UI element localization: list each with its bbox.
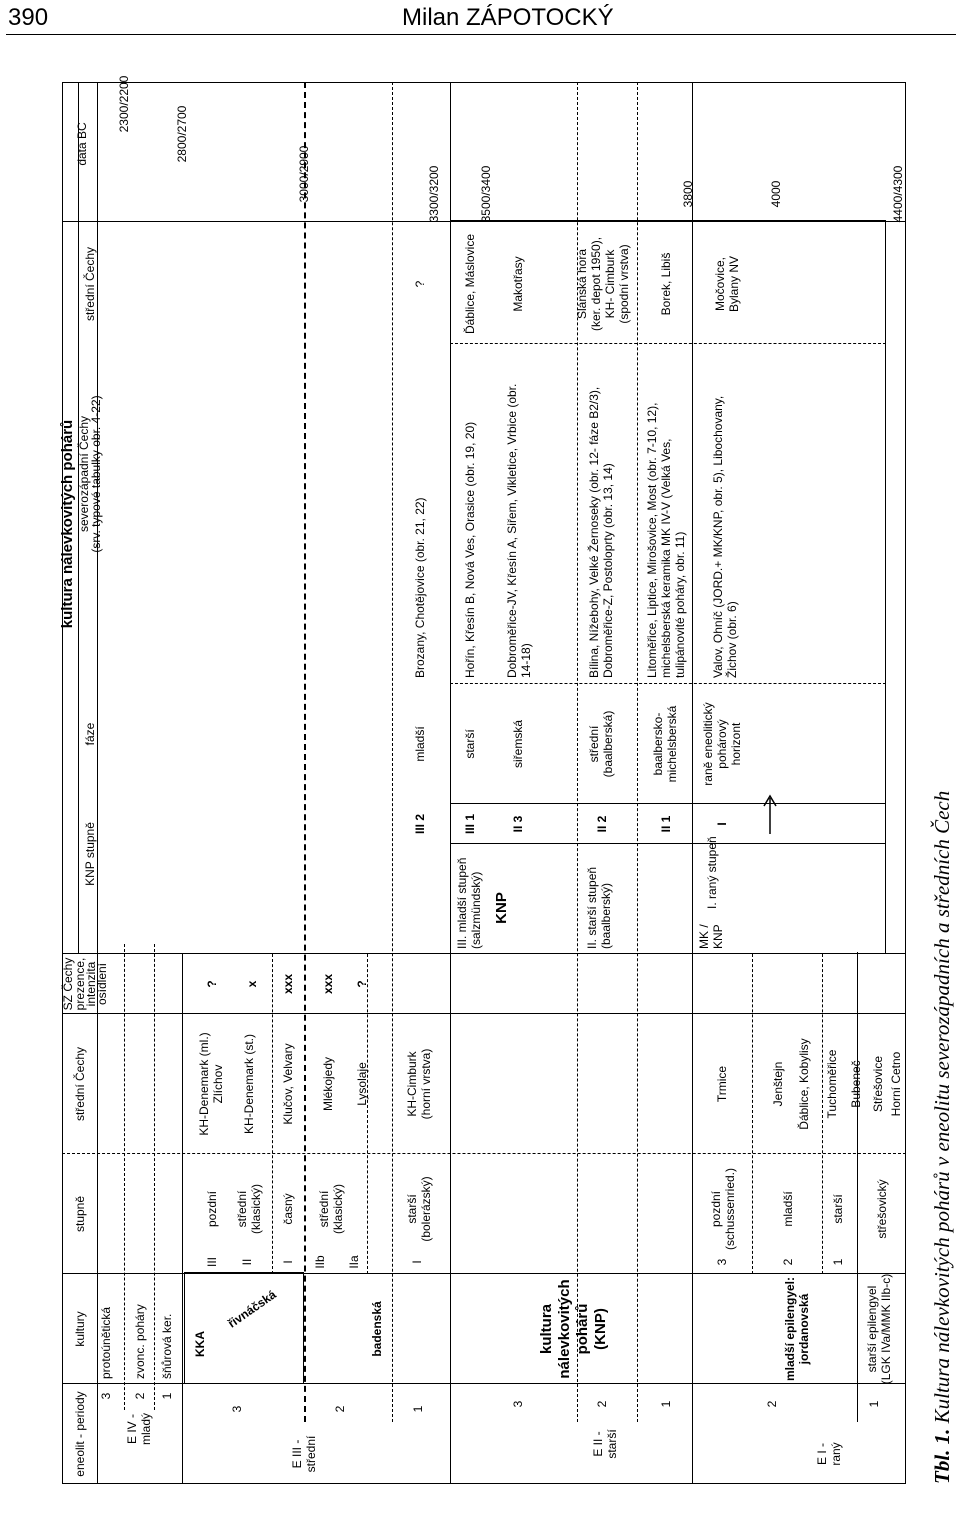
col-line bbox=[62, 1153, 906, 1154]
faze-rane-2: pohárový bbox=[715, 719, 729, 769]
culture-epil-1: starší epilengyel bbox=[865, 1285, 879, 1373]
nw-i-1: Valov, Ohníč (JORD.+ MK/KNP, obr. 5), Libochovany, bbox=[711, 395, 725, 678]
row-line bbox=[182, 954, 183, 1484]
nw-ii3-2: 14-18) bbox=[519, 643, 533, 678]
period-ei-sub: raný bbox=[829, 1442, 843, 1466]
knp-starsi-2: (baalberský) bbox=[599, 882, 613, 949]
col-line bbox=[450, 803, 886, 804]
culture-knp-4: (KNP) bbox=[592, 1308, 609, 1350]
stage-iib-stredni: střední bbox=[317, 1190, 331, 1228]
knp-mk: MK / bbox=[697, 924, 711, 949]
chronology-table bbox=[59, 75, 906, 1484]
nw-ii1-1: Litoměřice, Liptice, Mirošovice, Most (obr. 7-10, 12), bbox=[645, 402, 659, 678]
site-kh-cimburk: KH-Cimburk bbox=[405, 1051, 419, 1117]
stage-iib-klasicky: (klasický) bbox=[331, 1184, 345, 1234]
culture-jord-1: mladší epilengyel: bbox=[783, 1276, 797, 1382]
stage-bolerazsky: (bolerázský) bbox=[419, 1176, 433, 1242]
sc-ii2-4: (spodní vrstva) bbox=[617, 244, 631, 324]
author-name: Milan ZÁPOTOCKÝ bbox=[402, 4, 614, 31]
page-number: 390 bbox=[8, 4, 49, 31]
col-line bbox=[450, 843, 886, 844]
col-szc-2: (srv. typové tabulky obr. 4-22) bbox=[89, 395, 103, 553]
col-line bbox=[62, 1013, 906, 1014]
stage-pozdni: pozdní bbox=[205, 1190, 219, 1228]
row-line bbox=[304, 82, 306, 1422]
nw-i-2: Žichov (obr. 6) bbox=[725, 601, 739, 678]
eiv-sub-3: 3 bbox=[99, 1392, 113, 1400]
caption-label: Tbl. 1. bbox=[930, 1428, 954, 1484]
culture-jord-2: jordanovská bbox=[797, 1293, 811, 1365]
phase-i: I bbox=[715, 822, 729, 826]
col-knp-stupne: KNP stupně bbox=[83, 822, 97, 886]
col-data-bc: data BC bbox=[75, 122, 89, 166]
culture-kka: KKA bbox=[193, 1331, 207, 1357]
culture-snurova: šňůrová ker. bbox=[160, 1313, 174, 1379]
presence-3: xxx bbox=[281, 973, 295, 995]
stage-n1: 1 bbox=[831, 1258, 845, 1266]
eii-sub-1: 1 bbox=[659, 1400, 673, 1408]
site-bubenec: Bubeneč bbox=[849, 1060, 863, 1108]
faze-stredni-2: (baalberská) bbox=[601, 710, 615, 778]
sc-ii2-1: Slánská hora bbox=[575, 248, 589, 320]
phase-ii2: II 2 bbox=[595, 815, 609, 833]
faze-starsi: starší bbox=[463, 729, 477, 759]
date-2: 2800/2700 bbox=[175, 105, 189, 163]
nw-ii3-1: Dobroměřice-JV, Křesín A, Siřem, Vikletice, Vrbice (obr. bbox=[505, 383, 519, 678]
faze-baal-2: michelsberská bbox=[665, 705, 679, 783]
presence-1: ? bbox=[205, 980, 219, 988]
col-stredni-cechy: střední Čechy bbox=[73, 1046, 87, 1122]
sc-iii1: Ďáblice, Máslovice bbox=[463, 233, 477, 335]
site-stresovice: Střešovice bbox=[871, 1055, 885, 1113]
date-3: 3000/2900 bbox=[297, 145, 311, 203]
date-1: 2300/2200 bbox=[117, 75, 131, 133]
phase-iii2: III 2 bbox=[413, 813, 427, 835]
col-sz-2: prezence, bbox=[73, 957, 87, 1011]
culture-knp-3: pohárů bbox=[574, 1303, 591, 1355]
faze-rane-1: raně eneolitický bbox=[701, 702, 715, 786]
eii-sub-2: 2 bbox=[595, 1400, 609, 1408]
site-dablice: Ďáblice, Kobylisy bbox=[797, 1038, 811, 1130]
knp-knp: KNP bbox=[711, 924, 725, 949]
nw-ii2-2: Dobroměřice-Z, Postoloprty (obr. 13, 14) bbox=[601, 463, 615, 678]
knp-starsi-1: II. starší stupeň bbox=[585, 866, 599, 949]
date-6: 3800 bbox=[681, 180, 695, 208]
ei-sub-1: 1 bbox=[867, 1400, 881, 1408]
stage-stresovicky: střešovický bbox=[875, 1179, 889, 1239]
col-sz-4: osídlení bbox=[95, 962, 109, 1006]
culture-zvonc: zvonc. poháry bbox=[133, 1304, 147, 1379]
faze-siremska: siřemská bbox=[511, 719, 525, 769]
culture-protounetice: protoúnětická bbox=[99, 1306, 113, 1379]
kka-box bbox=[184, 1272, 304, 1384]
row-line bbox=[124, 944, 125, 1410]
site-kh-ml: KH-Denemark (ml.) bbox=[197, 1032, 211, 1136]
stage-starsi: starší bbox=[831, 1194, 845, 1224]
site-trmice: Trmice bbox=[715, 1065, 729, 1103]
stage-casny: časný bbox=[281, 1193, 295, 1225]
culture-knp-2: nálevkovitých bbox=[556, 1279, 573, 1379]
row-line bbox=[822, 954, 823, 1274]
stage-iia: IIa bbox=[347, 1255, 361, 1269]
eiii-sub-1: 1 bbox=[411, 1405, 425, 1413]
stage-stredni: střední bbox=[235, 1190, 249, 1228]
col-sz-1: SZ Čechy bbox=[61, 957, 75, 1011]
site-zlichov: Zlíchov bbox=[211, 1064, 225, 1104]
knp-rany: I. raný stupeň bbox=[705, 836, 719, 909]
sc-ii1: Borek, Libiš bbox=[659, 252, 673, 316]
period-eiv: E IV - bbox=[125, 1413, 139, 1445]
row-line bbox=[752, 954, 753, 1274]
site-jenstejn: Jenštejn bbox=[771, 1061, 785, 1107]
col-sc: střední Čechy bbox=[83, 246, 97, 322]
col-kultury: kultury bbox=[73, 1311, 87, 1347]
nw-ii1-2: michelsberská keramika MK IV-V (Velká Ves, bbox=[659, 438, 673, 678]
row-line bbox=[272, 954, 273, 1274]
eiii-sub-3: 3 bbox=[230, 1405, 244, 1413]
col-eneolit: eneolit - periody bbox=[73, 1391, 87, 1477]
col-line bbox=[450, 683, 886, 684]
nw-ii2-1: Bílina, Nížebohy, Velké Žernoseky (obr. 12- fáze B2/3), bbox=[587, 386, 601, 678]
period-ei: E I - bbox=[815, 1442, 829, 1466]
col-line bbox=[450, 343, 886, 344]
period-eiv-sub: mladý bbox=[139, 1412, 153, 1446]
table-caption bbox=[930, 791, 955, 1484]
row-line bbox=[392, 82, 393, 1422]
stage-pozdni-s: pozdní bbox=[709, 1190, 723, 1228]
date-8: 4400/4300 bbox=[891, 165, 905, 223]
culture-epil-2: (LGK IVa/MMK IIb-c) bbox=[879, 1273, 893, 1385]
stage-mladsi: mladší bbox=[781, 1191, 795, 1227]
phase-iii1: III 1 bbox=[463, 813, 477, 835]
stage-n2: 2 bbox=[781, 1258, 795, 1266]
nw-iii1: Hořín, Křesín B, Nová Ves, Orasice (obr. 19, 20) bbox=[463, 421, 477, 678]
stage-starsi-b: starší bbox=[405, 1194, 419, 1224]
eiv-sub-1: 1 bbox=[160, 1392, 174, 1400]
culture-knp-1: kultura bbox=[538, 1303, 555, 1355]
phase-ii3: II 3 bbox=[511, 815, 525, 833]
period-eii: E II - bbox=[591, 1431, 605, 1457]
presence-4: xxx bbox=[321, 973, 335, 995]
stage-klasicky: (klasický) bbox=[249, 1184, 263, 1234]
ei-sub-2: 2 bbox=[765, 1400, 779, 1408]
sc-ii3: Makotřasy bbox=[511, 256, 525, 312]
faze-stredni-1: střední bbox=[587, 725, 601, 763]
site-tuchomerice: Tuchoměřice bbox=[825, 1049, 839, 1119]
row-line bbox=[857, 952, 858, 1422]
site-klucov: Klučov, Velvary bbox=[281, 1043, 295, 1125]
eiii-sub-2: 2 bbox=[333, 1405, 347, 1413]
stage-i: I bbox=[281, 1260, 295, 1264]
date-7: 4000 bbox=[769, 180, 783, 208]
date-4: 3300/3200 bbox=[427, 165, 441, 223]
sc-ii2-2: (ker. depot 1950), bbox=[589, 236, 603, 332]
knp-mladsi-2: (salzmündský) bbox=[469, 871, 483, 949]
date-5: 3500/3400 bbox=[479, 165, 493, 223]
period-eiii: E III - bbox=[290, 1439, 304, 1469]
eii-sub-3: 3 bbox=[511, 1400, 525, 1408]
eiv-sub-2: 2 bbox=[133, 1392, 147, 1400]
knp-label: KNP bbox=[493, 892, 510, 924]
presence-5: ? bbox=[355, 980, 369, 988]
site-horni-cetno: Horní Cetno bbox=[889, 1051, 903, 1117]
sc-i-1: Močovice, bbox=[713, 256, 727, 312]
site-kh-st: KH-Denemark (st.) bbox=[242, 1033, 256, 1135]
faze-mladsi: mladší bbox=[413, 726, 427, 762]
stage-i-b: I bbox=[410, 1260, 424, 1264]
sc-ii2-3: KH- Cimburk bbox=[603, 249, 617, 319]
faze-baal-1: baalbersko- bbox=[651, 712, 665, 776]
presence-2: x bbox=[245, 980, 259, 988]
col-sz-3: intenzita bbox=[84, 961, 98, 1007]
site-mlekojedy: Mlékojedy bbox=[321, 1056, 335, 1112]
stage-schussenried: (schussenried.) bbox=[723, 1167, 737, 1251]
nw-iii2: Brozany, Chotějovice (obr. 21, 22) bbox=[413, 497, 427, 678]
row-line bbox=[367, 954, 368, 1274]
period-eiii-sub: střední bbox=[304, 1435, 318, 1473]
knp-title: kultura nálevkovitých pohárů bbox=[59, 419, 76, 629]
stage-ii: II bbox=[240, 1258, 254, 1266]
site-horni-vrstva: (horní vrstva) bbox=[419, 1048, 433, 1120]
col-faze: fáze bbox=[83, 722, 97, 746]
col-stupne: stupně bbox=[73, 1195, 87, 1233]
stage-n3: 3 bbox=[715, 1258, 729, 1266]
site-lysolaje: Lysolaje bbox=[355, 1062, 369, 1106]
sc-iii2: ? bbox=[413, 280, 427, 288]
culture-rivnacska: řivnáčská bbox=[225, 1287, 279, 1331]
header-rule bbox=[6, 34, 956, 35]
phase-ii1: II 1 bbox=[659, 815, 673, 833]
stage-iib: IIb bbox=[313, 1255, 327, 1269]
period-eii-sub: starší bbox=[605, 1429, 619, 1459]
nw-ii1-3: tulipánovité poháry, obr. 11) bbox=[673, 531, 687, 678]
culture-badenska: badenská bbox=[370, 1301, 384, 1357]
knp-mladsi-1: III. mladší stupeň bbox=[455, 857, 469, 949]
sc-i-2: Bylany NV bbox=[727, 255, 741, 313]
col-szc-1: severozápadní Čechy bbox=[77, 415, 91, 533]
caption-text: Kultura nálevkovitých pohárů v eneolitu severozápadních a středních Čech bbox=[930, 790, 954, 1424]
row-line bbox=[154, 944, 155, 1410]
stage-iii: III bbox=[205, 1256, 219, 1268]
faze-rane-3: horizont bbox=[729, 722, 743, 766]
